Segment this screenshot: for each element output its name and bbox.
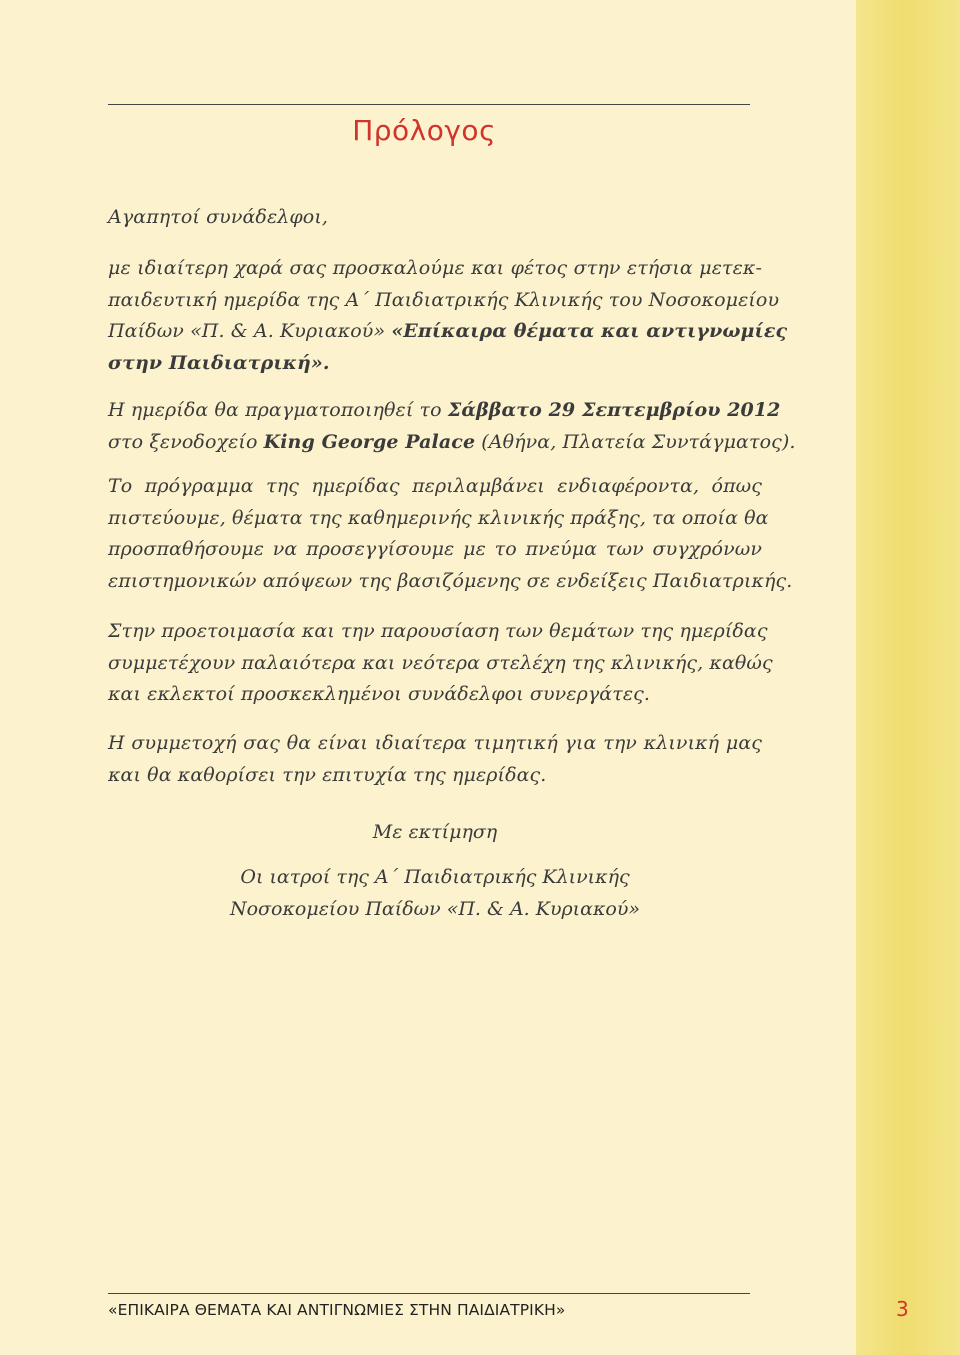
paragraph-text: (Αθήνα, Πλατεία Συντάγματος). [475, 430, 796, 453]
paragraph-line: με ιδιαίτερη χαρά σας προσκαλούμε και φέτος στην ετήσια μετεκ- [108, 257, 762, 279]
paragraph-line [108, 427, 796, 459]
bottom-divider [108, 1293, 750, 1294]
paragraph-participation [108, 728, 762, 791]
page-number: 3 [896, 1297, 909, 1321]
paragraph-line: Στην προετοιμασία και την παρουσίαση των θεμάτων της ημερίδας [108, 620, 768, 642]
paragraph-line: επιστημονικών απόψεων της βασιζόμενης σε ενδείξεις Παιδιατρικής. [108, 569, 793, 592]
paragraph-text: Η ημερίδα θα πραγματοποιηθεί το [108, 399, 448, 421]
paragraph-program [108, 471, 793, 597]
closing: Με εκτίμηση [372, 821, 498, 843]
paragraph-line: Η συμμετοχή σας θα είναι ιδιαίτερα τιμητική για την κλινική μας [108, 732, 762, 754]
paragraph-text: στο ξενοδοχείο [108, 430, 264, 453]
top-divider [108, 104, 750, 105]
paragraph-line: συμμετέχουν παλαιότερα και νεότερα στελέχη της κλινικής, καθώς [108, 651, 773, 674]
paragraph-line [108, 316, 788, 348]
signature-line: Οι ιατροί της Α΄ Παιδιατρικής Κλινικής [240, 866, 630, 888]
paragraph-line: προσπαθήσουμε να προσεγγίσουμε με το πνεύμα των συγχρόνων [108, 538, 762, 560]
event-venue: King George Palace [263, 430, 476, 453]
paragraph-line: παιδευτική ημερίδα της Α΄ Παιδιατρικής Κλινικής του Νοσοκομείου [108, 288, 780, 311]
paragraph-line [108, 395, 781, 427]
signature [108, 861, 762, 925]
paragraph-date-venue [108, 395, 796, 458]
signature-line: Νοσοκομείου Παίδων «Π. & Α. Κυριακού» [229, 898, 641, 920]
event-title-part: στην Παιδιατρική». [108, 351, 330, 374]
paragraph-preparation [108, 616, 773, 711]
greeting-text: Αγαπητοί συνάδελφοι, [108, 206, 329, 228]
paragraph-text: Παίδων «Π. & Α. Κυριακού» [108, 320, 392, 342]
paragraph-line: και θα καθορίσει την επιτυχία της ημερίδας. [108, 763, 547, 786]
paragraph-line: και εκλεκτοί προσκεκλημένοι συνάδελφοι συνεργάτες. [108, 683, 651, 705]
page-title: Πρόλογος [352, 114, 496, 147]
paragraph-line: πιστεύουμε, θέματα της καθημερινής κλινικής πράξης, τα οποία θα [108, 506, 769, 529]
event-title-part: «Επίκαιρα θέματα και αντιγνωμίες [391, 320, 788, 342]
paragraph-line: Το πρόγραμμα της ημερίδας περιλαμβάνει ενδιαφέροντα, όπως [108, 475, 762, 497]
greeting [108, 202, 762, 234]
decorative-side-band [856, 0, 960, 1355]
paragraph-invitation [108, 253, 788, 379]
event-date: Σάββατο 29 Σεπτεμβρίου 2012 [447, 399, 781, 421]
running-footer-title: «ΕΠΙΚΑΙΡΑ ΘΕΜΑΤΑ ΚΑΙ ΑΝΤΙΓΝΩΜΙΕΣ ΣΤΗΝ ΠΑΙΔΙΑΤΡΙΚΗ» [108, 1301, 566, 1319]
